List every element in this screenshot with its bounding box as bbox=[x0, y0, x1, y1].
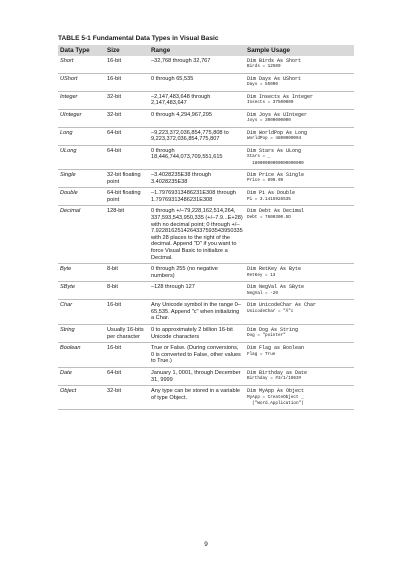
code-line: Dim UnicodeChar As Char bbox=[247, 302, 317, 309]
cell-size: 32-bit bbox=[105, 386, 149, 410]
cell-size: 8-bit bbox=[105, 282, 149, 300]
code-line: Dim Insects As Integer bbox=[247, 93, 314, 100]
cell-data-type: SByte bbox=[58, 282, 105, 300]
cell-sample-usage bbox=[245, 56, 354, 73]
table-row bbox=[58, 170, 354, 188]
code-line: Dim WorldPop As Long bbox=[247, 129, 308, 136]
data-types-table bbox=[58, 45, 354, 410]
code-line: 18000000000000000000 bbox=[247, 160, 304, 166]
code-line: Dim NegVal As SByte bbox=[247, 284, 305, 291]
cell-size: 8-bit bbox=[105, 264, 149, 282]
cell-range: 0 through +/–79,228,162,514,264, 337,593,543,950,335 (+/–7.9...E+28) with no decimal point; 0 through +/–7.9228162514264337593543950335 with 28 places to the right of the decimal. Append "D" if you want to force Visual Basic to initialize a Decimal. bbox=[149, 206, 245, 264]
cell-size: 16-bit bbox=[105, 300, 149, 325]
code-line: Dim Debt As Decimal bbox=[247, 208, 305, 215]
cell-range: Any type can be stored in a variable of type Object. bbox=[149, 386, 245, 410]
cell-range: 0 through 4,294,967,295 bbox=[149, 109, 245, 127]
cell-range: –2,147,483,648 through 2,147,483,647 bbox=[149, 91, 245, 109]
table-title: Fundamental Data Types in Visual Basic bbox=[92, 35, 219, 42]
cell-data-type: Double bbox=[58, 188, 105, 206]
table-row bbox=[58, 91, 354, 109]
code-line: Joys = 3000000000 bbox=[247, 118, 291, 124]
code-line: Birthday = #3/1/1963# bbox=[247, 376, 302, 382]
table-row bbox=[58, 324, 354, 342]
cell-data-type: Char bbox=[58, 300, 105, 325]
cell-sample-usage bbox=[245, 206, 354, 264]
code-line: Days = 55000 bbox=[247, 82, 278, 88]
table-row bbox=[58, 127, 354, 145]
cell-size: Usually 16-bits per character bbox=[105, 324, 149, 342]
code-line: Stars = _ bbox=[247, 154, 271, 160]
table-row bbox=[58, 206, 354, 264]
cell-sample-usage bbox=[245, 300, 354, 325]
cell-size: 32-bit bbox=[105, 91, 149, 109]
table-row bbox=[58, 109, 354, 127]
cell-sample-usage bbox=[245, 282, 354, 300]
code-line: Dim Joys As UInteger bbox=[247, 111, 308, 118]
cell-size: 64-bit bbox=[105, 367, 149, 385]
table-row bbox=[58, 264, 354, 282]
code-line: Dog = "pointer" bbox=[247, 333, 286, 339]
cell-sample-usage bbox=[245, 264, 354, 282]
cell-range: 0 through 255 (no negative numbers) bbox=[149, 264, 245, 282]
cell-size: 64-bit bbox=[105, 145, 149, 169]
column-header-sample-usage: Sample Usage bbox=[245, 45, 354, 56]
cell-range: –9,223,372,036,854,775,808 to 9,223,372,036,854,775,807 bbox=[149, 127, 245, 145]
cell-range: –3.4028235E38 through 3.4028235E38 bbox=[149, 170, 245, 188]
table-row bbox=[58, 282, 354, 300]
table-body bbox=[58, 56, 354, 410]
cell-data-type: ULong bbox=[58, 145, 105, 169]
cell-range: –128 through 127 bbox=[149, 282, 245, 300]
cell-sample-usage bbox=[245, 127, 354, 145]
cell-range: –32,768 through 32,767 bbox=[149, 56, 245, 73]
code-line: Dim Birthday as Date bbox=[247, 369, 308, 376]
code-line: ("Word.Application") bbox=[247, 400, 304, 406]
cell-data-type: UInteger bbox=[58, 109, 105, 127]
cell-range: 0 through 18,446,744,073,709,551,615 bbox=[149, 145, 245, 169]
code-line: Dim Dog As String bbox=[247, 326, 299, 333]
code-line: Insects = 37500000 bbox=[247, 100, 294, 106]
cell-data-type: Decimal bbox=[58, 206, 105, 264]
cell-sample-usage bbox=[245, 145, 354, 169]
cell-sample-usage bbox=[245, 386, 354, 410]
column-header-range: Range bbox=[149, 45, 245, 56]
code-line: RetKey = 13 bbox=[247, 272, 276, 278]
cell-size: 64-bit bbox=[105, 127, 149, 145]
code-line: Pi = 3.1415926535 bbox=[247, 196, 291, 202]
table-row bbox=[58, 386, 354, 410]
cell-range: 0 through 65,535 bbox=[149, 73, 245, 91]
code-line: WorldPop = 4800000004 bbox=[247, 136, 302, 142]
code-line: Dim Flag as Boolean bbox=[247, 345, 305, 352]
column-header-data-type: Data Type bbox=[58, 45, 105, 56]
cell-range: 0 to approximately 2 billion 16-bit Unicode characters bbox=[149, 324, 245, 342]
table-row bbox=[58, 300, 354, 325]
page bbox=[58, 34, 354, 410]
code-line: UnicodeChar = "Ä"c bbox=[247, 308, 294, 314]
table-header-row bbox=[58, 45, 354, 56]
page-number: 9 bbox=[204, 541, 208, 548]
cell-size: 128-bit bbox=[105, 206, 149, 264]
code-line: Dim RetKey As Byte bbox=[247, 266, 302, 273]
cell-size: 32-bit bbox=[105, 109, 149, 127]
cell-sample-usage bbox=[245, 170, 354, 188]
cell-size: 16-bit bbox=[105, 56, 149, 73]
table-caption bbox=[58, 34, 354, 43]
code-line: Dim Birds As Short bbox=[247, 58, 302, 64]
table-row bbox=[58, 56, 354, 73]
code-line: Dim Stars As ULong bbox=[247, 147, 302, 154]
cell-data-type: Integer bbox=[58, 91, 105, 109]
cell-size: 64-bit floating point bbox=[105, 188, 149, 206]
cell-sample-usage bbox=[245, 91, 354, 109]
code-line: Debt = 7600300.5D bbox=[247, 214, 291, 220]
code-line: MyApp = CreateObject _ bbox=[247, 394, 304, 400]
cell-sample-usage bbox=[245, 343, 354, 368]
table-row bbox=[58, 73, 354, 91]
cell-size: 32-bit floating point bbox=[105, 170, 149, 188]
table-label: TABLE 5-1 bbox=[58, 35, 91, 42]
code-line: Price = 899.99 bbox=[247, 178, 284, 184]
code-line: Dim Days As UShort bbox=[247, 75, 302, 82]
code-line: Dim Price As Single bbox=[247, 172, 305, 179]
cell-data-type: UShort bbox=[58, 73, 105, 91]
cell-data-type: Single bbox=[58, 170, 105, 188]
cell-data-type: Object bbox=[58, 386, 105, 410]
cell-data-type: Date bbox=[58, 367, 105, 385]
cell-range: Any Unicode symbol in the range 0–65,535. Append "c" when initializing a Char. bbox=[149, 300, 245, 325]
code-line: Dim Pi As Double bbox=[247, 190, 296, 197]
table-row bbox=[58, 145, 354, 169]
cell-data-type: Short bbox=[58, 56, 105, 73]
code-line: Birds = 12500 bbox=[247, 64, 281, 70]
cell-range: January 1, 0001, through December 31, 9999 bbox=[149, 367, 245, 385]
cell-sample-usage bbox=[245, 367, 354, 385]
code-line: NegVal = -20 bbox=[247, 290, 278, 296]
cell-size: 16-bit bbox=[105, 343, 149, 368]
table-row bbox=[58, 188, 354, 206]
cell-data-type: Byte bbox=[58, 264, 105, 282]
cell-data-type: Boolean bbox=[58, 343, 105, 368]
cell-data-type: String bbox=[58, 324, 105, 342]
cell-size: 16-bit bbox=[105, 73, 149, 91]
cell-range: –1.79769313486231E308 through 1.79769313486231E308 bbox=[149, 188, 245, 206]
cell-sample-usage bbox=[245, 188, 354, 206]
cell-data-type: Long bbox=[58, 127, 105, 145]
code-line: Dim MyApp As Object bbox=[247, 388, 305, 395]
cell-sample-usage bbox=[245, 109, 354, 127]
code-line: Flag = True bbox=[247, 351, 276, 357]
cell-range: True or False. (During conversions, 0 is converted to False, other values to True.) bbox=[149, 343, 245, 368]
cell-sample-usage bbox=[245, 73, 354, 91]
column-header-size: Size bbox=[105, 45, 149, 56]
table-row bbox=[58, 343, 354, 368]
cell-sample-usage bbox=[245, 324, 354, 342]
table-row bbox=[58, 367, 354, 385]
